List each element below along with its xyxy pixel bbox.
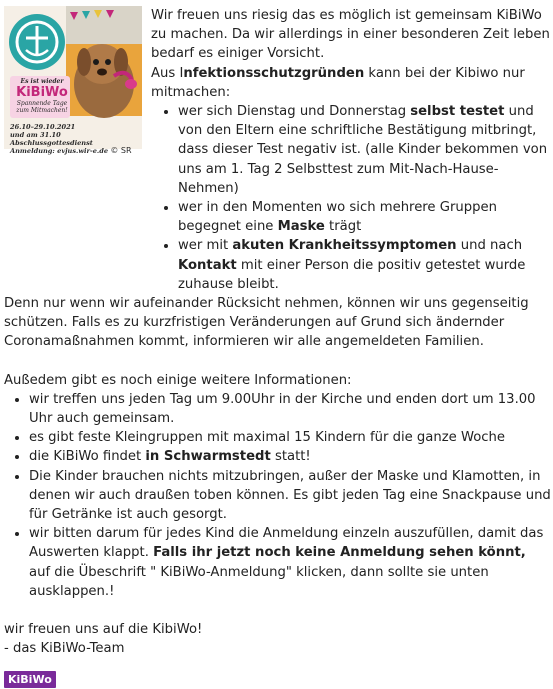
info-item-bring: • Die Kinder brauchen nichts mitzubringen, außer der Maske und Klamotten, in denen wir auch draußen toben können. Es gibt jeden Tag eine Snackpause und für Getränke ist auch gesorgt. — [29, 467, 551, 525]
info-intro: Außedem gibt es noch einige weitere Informationen: — [4, 372, 352, 388]
article — [4, 6, 551, 689]
consideration-paragraph: Denn nur wenn wir aufeinander Rücksicht nehmen, können wir uns gegenseitig schützen. Falls es zu kurzfristigen Veränderungen auf Grund sich ändernder Coronamaßnahmen kommt, informieren wir alle angemeldeten Familien. — [4, 296, 529, 350]
poster-brand: KiBiWo — [16, 85, 68, 100]
info-item-location: • die KiBiWo findet in Schwarmstedt statt! — [29, 447, 551, 466]
poster-copyright: © SR — [110, 146, 132, 155]
rule-item-mask: • wer in den Momenten wo sich mehrere Gruppen begegnet eine Maske trägt — [178, 198, 551, 236]
poster-dates-line1: 26.10–29.10.2021 — [10, 123, 76, 131]
poster-dates-line2: und am 31.10 Abschlussgottesdienst — [10, 131, 93, 147]
info-item-registration: • wir bitten darum für jedes Kind die Anmeldung einzeln auszufüllen, damit das Auswerten klappt. Falls ihr jetzt noch keine Anmeldung sehen könnt, auf die Übeschrift " KiBiWo-Anmeldung" klicken, dann sollte sie unten ausklappen.! — [29, 524, 551, 601]
tag-kibiwo-link[interactable]: KiBiWo — [4, 671, 56, 688]
info-item-groups: • es gibt feste Kleingruppen mit maximal 15 Kindern für die ganze Woche — [29, 428, 551, 447]
poster-signup: Anmeldung: evjus.wir-e.de — [10, 147, 109, 155]
info-item-schedule: • wir treffen uns jeden Tag um 9.00Uhr in der Kirche und enden dort um 13.00 Uhr auch gemeinsam. — [29, 390, 551, 428]
poster-brand-small: Es ist wieder — [20, 78, 64, 85]
infection-rules-list — [176, 102, 551, 294]
signature-line: - das KiBiWo-Team — [4, 641, 125, 657]
closing-line: wir freuen uns auf die KibiWo! — [4, 622, 203, 638]
info-list — [4, 390, 551, 601]
intro-paragraph: Wir freuen uns riesig das es möglich ist gemeinsam KiBiWo zu machen. Da wir allerdings in einer besonderen Zeit leben bedarf es einiger Vorsicht. — [151, 8, 550, 62]
rule-item-symptoms: • wer mit akuten Krankheitssymptomen und nach Kontakt mit einer Person die positiv getestet wurde zuhause bleibt. — [178, 236, 551, 294]
kibiwo-poster-image — [4, 6, 142, 155]
rule-item-self-test: • wer sich Dienstag und Donnerstag selbst testet und von den Eltern eine schriftliche Bestätigung mitbringt, dass dieser Test negativ ist. (alle Kinder bekommen von uns am 1. Tag 2 Selbsttest zum Mit-Nach-Hause-Nehmen) — [178, 102, 551, 198]
infection-rules-intro: Aus Infektionsschutzgründen kann bei der Kibiwo nur mitmachen: — [151, 65, 525, 100]
poster-brand-sub: Spannende Tage zum Mitmachen! — [16, 100, 68, 114]
